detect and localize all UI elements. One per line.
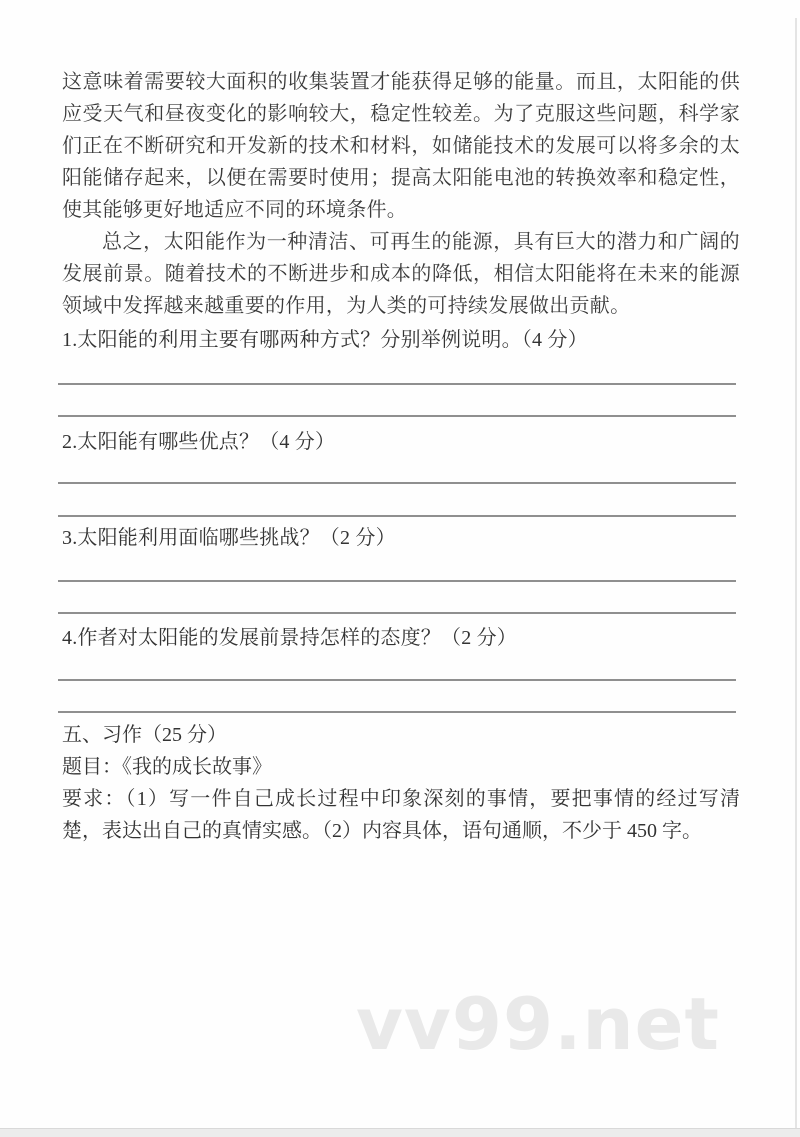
page-content [62, 0, 740, 1137]
essay-title: 题目：《我的成长故事》 [62, 756, 272, 778]
question-2-label: 2.太阳能有哪些优点？（4 分） [62, 431, 336, 453]
answer-line [58, 415, 736, 417]
question-1-label: 1.太阳能的利用主要有哪两种方式？分别举例说明。（4 分） [62, 329, 588, 351]
page-bottom-edge [0, 1128, 800, 1137]
answer-line [58, 482, 736, 484]
watermark: vv99.net [356, 982, 720, 1066]
essay-requirements: 要求：（1）写一件自己成长过程中印象深刻的事情，要把事情的经过写清楚，表达出自己的真情实感。（2）内容具体，语句通顺，不少于 450 字。 [62, 788, 740, 842]
question-3-label: 3.太阳能利用面临哪些挑战？（2 分） [62, 527, 396, 549]
answer-line [58, 612, 736, 614]
page-right-border [795, 18, 797, 1131]
essay-section-heading: 五、习作（25 分） [62, 724, 227, 746]
answer-line [58, 383, 736, 385]
answer-line [58, 679, 736, 681]
answer-line [58, 515, 736, 517]
question-4-label: 4.作者对太阳能的发展前景持怎样的态度？（2 分） [62, 627, 517, 649]
passage-paragraph-1: 这意味着需要较大面积的收集装置才能获得足够的能量。而且，太阳能的供应受天气和昼夜变化的影响较大，稳定性较差。为了克服这些问题，科学家们正在不断研究和开发新的技术和材料，如储能技术的发展可以将多余的太阳能储存起来，以便在需要时使用；提高太阳能电池的转换效率和稳定性，使其能够更好地适应不同的环境条件。 [62, 71, 740, 221]
answer-line [58, 580, 736, 582]
passage-paragraph-2: 总之，太阳能作为一种清洁、可再生的能源，具有巨大的潜力和广阔的发展前景。随着技术的不断进步和成本的降低，相信太阳能将在未来的能源领域中发挥越来越重要的作用，为人类的可持续发展做出贡献。 [62, 231, 740, 317]
answer-line [58, 711, 736, 713]
